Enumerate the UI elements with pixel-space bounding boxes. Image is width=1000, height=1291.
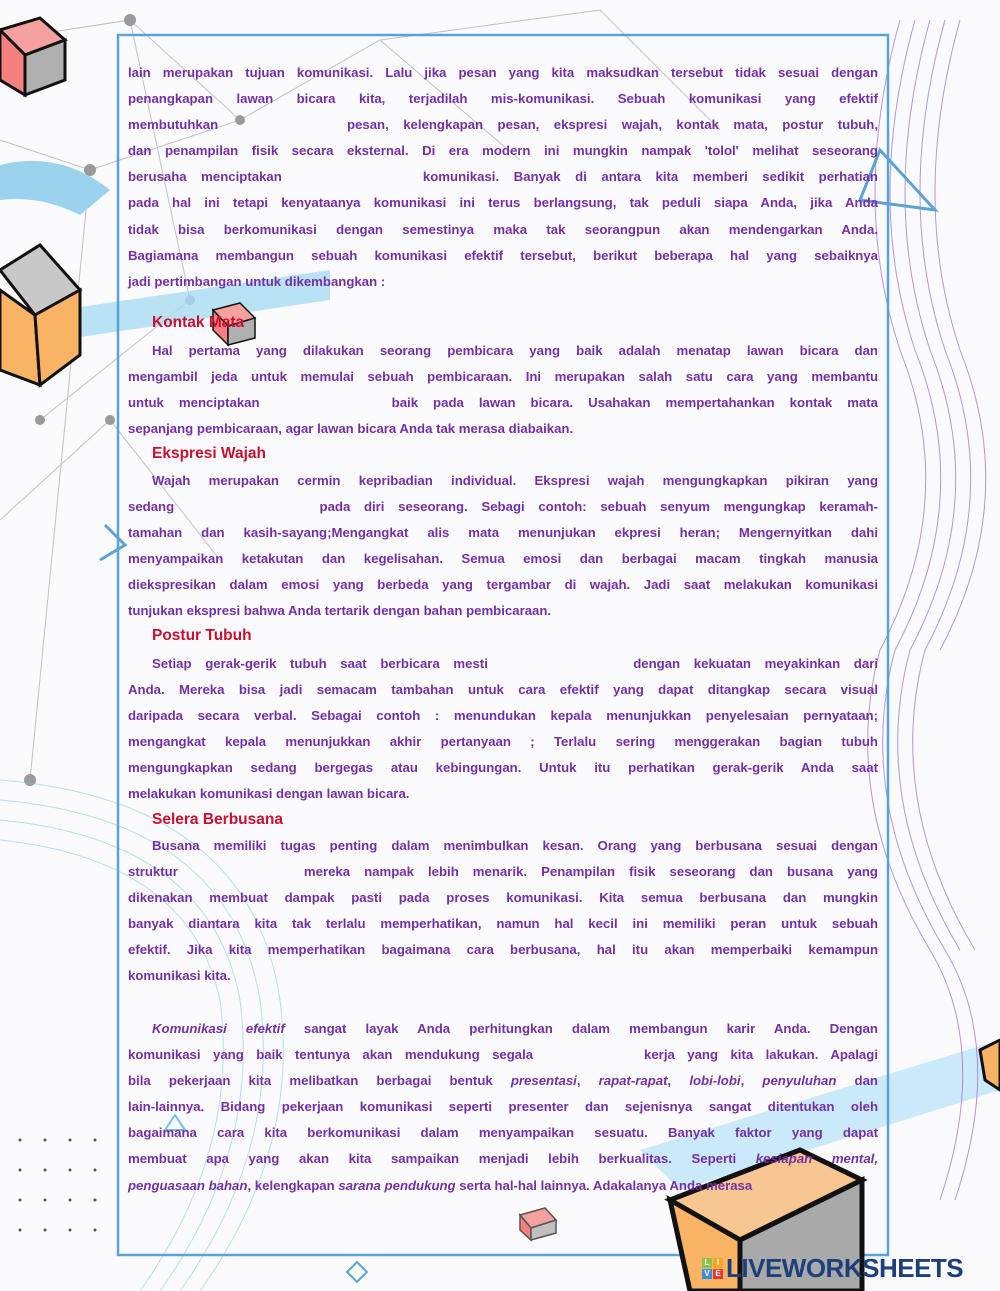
text-segment: komunikasi yang baik tentunya akan mendukung segala: [128, 1047, 534, 1063]
italic-text: penguasaan bahan: [128, 1177, 248, 1193]
text-segment: Setiap gerak-gerik tubuh saat berbicara mesti: [152, 656, 488, 671]
fill-in-blank-input[interactable]: [192, 864, 290, 882]
text-line: [128, 598, 878, 624]
fill-in-blank-input[interactable]: [502, 656, 620, 674]
text-line: [128, 338, 878, 364]
text-line: [128, 859, 878, 885]
section-heading: Ekspresi Wajah: [152, 445, 267, 462]
text-line: [128, 1068, 878, 1094]
text-line: [128, 703, 878, 729]
fill-in-blank-input[interactable]: [296, 169, 408, 187]
text-segment: mengungkapkan sedang bergegas atau kebingungan. Untuk itu perhatikan gerak-gerik Anda saat: [128, 760, 878, 776]
text-line: [128, 390, 878, 416]
text-segment: mengambil jeda untuk memulai sebuah pembicaraan. Ini merupakan salah satu cara yang membantu: [128, 369, 878, 385]
text-segment: mengangkat kepala menunjukkan akhir pertanyaan ; Terlalu sering menggerakan bagian tubuh: [128, 734, 878, 750]
postur-tubuh-paragraph: [128, 651, 878, 808]
fill-in-blank-input[interactable]: [233, 117, 333, 135]
section-heading: Selera Berbusana: [152, 811, 283, 828]
text-segment: komunikasi kita.: [128, 968, 231, 984]
badge-letter: V: [702, 1269, 712, 1279]
text-line: [128, 60, 878, 86]
text-line: [128, 937, 878, 963]
text-segment: berusaha menciptakan: [128, 169, 282, 185]
text-segment: dengan kekuatan meyakinkan dari: [633, 656, 878, 671]
text-segment: serta hal-hal lainnya. Adakalanya Anda merasa: [459, 1177, 753, 1193]
italic-text: rapat-rapat: [598, 1073, 668, 1089]
italic-text: lobi-lobi: [689, 1073, 741, 1089]
text-line: [128, 546, 878, 572]
text-segment: tidak bisa berkomunikasi dengan semestinya maka tak seorangpun akan mendengarkan Anda.: [128, 221, 878, 237]
dot-grid: [19, 1139, 97, 1232]
text-line: [128, 138, 878, 164]
text-line: [128, 364, 878, 390]
closing-paragraph: [128, 1016, 878, 1199]
diamond-shape: [347, 1262, 367, 1282]
text-segment: pada hal ini tetapi kenyataanya komunikasi ini terus berlangsung, tak peduli siapa Anda, jika Anda: [128, 195, 878, 211]
text-line: [128, 1042, 878, 1068]
text-line: [128, 112, 878, 138]
badge-letter: I: [713, 1258, 723, 1268]
kontak-mata-paragraph: [128, 338, 878, 442]
cube-top-left: [0, 18, 65, 95]
text-segment: komunikasi. Banyak di antara kita memberi sedikit perhatian: [422, 169, 878, 185]
live-badge-icon: [702, 1258, 723, 1279]
italic-text: kesiapan mental,: [755, 1151, 878, 1167]
text-line: [128, 1094, 878, 1120]
text-segment: tunjukan ekspresi bahwa Anda tertarik dengan bahan pembicaraan.: [128, 603, 552, 619]
text-segment: bagaimana cara kita berkomunikasi dalam menyampaikan sesuatu. Banyak faktor yang dapat: [128, 1125, 878, 1141]
fill-in-blank-input[interactable]: [275, 395, 377, 413]
cube-left: [0, 245, 80, 385]
text-line: [128, 781, 878, 807]
text-line: [128, 243, 878, 269]
text-segment: baik pada lawan bicara. Usahakan mempertahankan kontak mata: [391, 395, 878, 411]
text-line: [128, 1016, 878, 1042]
text-line: [128, 468, 878, 494]
text-segment: sedang: [128, 499, 175, 515]
text-segment: dikenakan membuat dampak pasti pada proses komunikasi. Kita semua berbusana dan mungkin: [128, 890, 878, 906]
text-segment: menyampaikan ketakutan dan kegelisahan. Semua emosi dan berbagai macam tingkah manusia: [128, 551, 878, 567]
text-line: [128, 651, 878, 677]
text-segment: pada diri seseorang. Sebagi contoh: sebuah senyum mengungkap keramah-: [319, 499, 879, 515]
text-segment: Hal pertama yang dilakukan seorang pembicara yang baik adalah menatap lawan bicara dan: [152, 343, 878, 358]
text-segment: lain merupakan tujuan komunikasi. Lalu jika pesan yang kita maksudkan tersebut tidak sesuai dengan: [128, 65, 878, 80]
text-line: [128, 963, 878, 989]
ekspresi-wajah-paragraph: [128, 468, 878, 625]
text-segment: banyak diantara kita tak terlalu memperhatikan, namun hal kecil ini memiliki peran untuk sebuah: [128, 916, 878, 932]
text-line: [128, 885, 878, 911]
badge-letter: E: [713, 1269, 723, 1279]
text-segment: bila pekerjaan kita melibatkan berbagai bentuk: [128, 1073, 493, 1089]
text-line: [128, 416, 878, 442]
text-line: [128, 494, 878, 520]
text-segment: membutuhkan: [128, 117, 219, 133]
fill-in-blank-input[interactable]: [188, 499, 306, 517]
text-segment: Wajah merupakan cermin kepribadian individual. Ekspresi wajah mengungkapkan pikiran yang: [152, 473, 878, 488]
text-segment: ,: [576, 1073, 581, 1089]
text-segment: pesan, kelengkapan pesan, ekspresi wajah, kontak mata, postur tubuh,: [347, 117, 878, 133]
text-line: [128, 572, 878, 598]
text-segment: struktur: [128, 864, 178, 880]
logo-text: LIVEWORKSHEETS: [726, 1253, 964, 1283]
text-segment: untuk menciptakan: [128, 395, 260, 411]
text-segment: mereka nampak lebih menarik. Penampilan fisik seseorang dan busana yang: [303, 864, 878, 880]
fill-in-blank-input[interactable]: [546, 1047, 632, 1065]
text-segment: sepanjang pembicaraan, agar lawan bicara Anda tak merasa diabaikan.: [128, 421, 574, 437]
text-segment: melakukan komunikasi dengan lawan bicara.: [128, 786, 410, 802]
text-segment: , kelengkapan: [247, 1177, 335, 1193]
text-segment: ,: [667, 1073, 672, 1089]
text-line: [128, 677, 878, 703]
text-segment: tamahan dan kasih-sayang;Mengangkat alis mata menunjukan ekpresi heran; Mengernyitkan dahi: [128, 525, 878, 541]
liveworksheets-logo: [702, 1253, 963, 1283]
text-line: [128, 520, 878, 546]
cube-pink-bottom: [520, 1208, 556, 1240]
text-line: [128, 217, 878, 243]
italic-text: Komunikasi efektif: [152, 1021, 285, 1036]
text-segment: dan penampilan fisik secara eksternal. Di era modern ini mungkin nampak 'tolol' melihat seseorang: [128, 143, 878, 159]
text-line: [128, 1146, 878, 1172]
text-line: [128, 164, 878, 190]
text-line: [128, 911, 878, 937]
chevron-shape: [100, 525, 125, 560]
intro-paragraph: [128, 60, 878, 295]
italic-text: presentasi: [510, 1073, 577, 1089]
purple-waves: [868, 20, 986, 1200]
text-segment: dan: [854, 1073, 878, 1089]
italic-text: penyuluhan: [762, 1073, 837, 1089]
text-line: [128, 86, 878, 112]
text-segment: kerja yang kita lakukan. Apalagi: [644, 1047, 878, 1063]
text-line: [128, 269, 878, 295]
text-line: [128, 1173, 878, 1199]
badge-letter: L: [702, 1258, 712, 1268]
text-segment: Bagiamana membangun sebuah komunikasi efektif tersebut, berikut beberapa hal yang sebaiknya: [128, 247, 878, 263]
text-segment: lain-lainnya. Bidang pekerjaan komunikasi seperti presenter dan sejenisnya sangat ditentukan oleh: [128, 1099, 878, 1115]
text-segment: sangat layak Anda perhitungkan dalam membangun karir Anda. Dengan: [303, 1021, 878, 1036]
text-line: [128, 755, 878, 781]
selera-berbusana-paragraph: [128, 833, 878, 990]
text-segment: Busana memiliki tugas penting dalam menimbulkan kesan. Orang yang berbusana sesuai dengan: [152, 838, 878, 853]
section-heading: Kontak Mata: [152, 314, 245, 331]
text-segment: jadi pertimbangan untuk dikembangkan :: [128, 273, 386, 289]
text-segment: daripada secara verbal. Sebagai contoh : menundukan kepala menunjukkan penyelesaian pernyataan;: [128, 708, 878, 724]
text-segment: membuat apa yang akan kita sampaikan menjadi lebih berkualitas. Seperti: [128, 1151, 737, 1167]
text-segment: penangkapan lawan bicara kita, terjadilah mis-komunikasi. Sebuah komunikasi yang efektif: [128, 91, 878, 107]
text-segment: efektif. Jika kita memperhatikan bagaimana cara berbusana, hal itu akan memperbaiki kemampun: [128, 942, 878, 958]
text-segment: Anda. Mereka bisa jadi semacam tambahan untuk cara efektif yang dapat ditangkap secara visual: [128, 682, 878, 698]
italic-text: sarana pendukung: [338, 1177, 456, 1193]
text-line: [128, 729, 878, 755]
text-line: [128, 190, 878, 216]
text-line: [128, 833, 878, 859]
section-heading: Postur Tubuh: [152, 627, 252, 644]
text-line: [128, 1120, 878, 1146]
text-segment: ,: [740, 1073, 745, 1089]
text-segment: diekspresikan dalam emosi yang berbeda yang tergambar di wajah. Jadi saat melakukan komunikasi: [128, 577, 878, 593]
